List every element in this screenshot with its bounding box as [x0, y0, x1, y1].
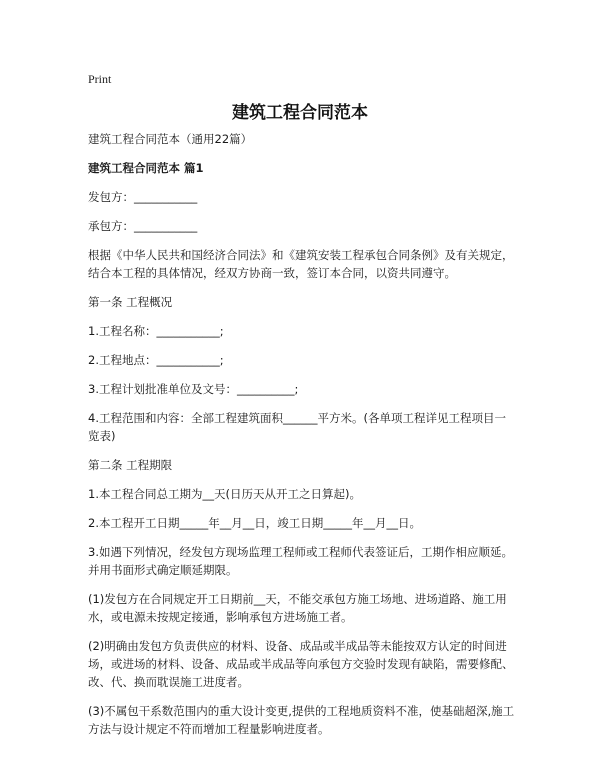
clause-3-paragraph: (3)不属包干系数范围内的重大设计变更,提供的工程地质资料不准，使基础超深,施工方法与设计规定不符而增加工程量影响进度者。 [88, 704, 515, 736]
document-title: 建筑工程合同范本 [232, 103, 368, 123]
print-label: Print [88, 72, 112, 86]
party-b-line: 承包方：___________ [88, 219, 198, 233]
document-body [88, 130, 516, 749]
project-name-line: 1.工程名称：___________; [88, 324, 224, 338]
clause-2-paragraph: (2)明确由发包方负责供应的材料、设备、成品或半成品等未能按双方认定的时间进场，或进场的材料、设备、成品或半成品等向承包方交验时发现有缺陷，需要修配、改、代、换而耽误施工进度者。 [88, 639, 514, 689]
preamble-paragraph: 根据《中华人民共和国经济合同法》和《建筑安装工程承包合同条例》及有关规定，结合本工程的具体情况，经双方协商一致，签订本合同，以资共同遵守。 [88, 248, 514, 280]
document-subtitle: 建筑工程合同范本（通用22篇） [88, 132, 253, 146]
project-location-line: 2.工程地点：___________; [88, 353, 224, 367]
approval-line: 3.工程计划批准单位及文号：__________; [88, 382, 299, 396]
extension-paragraph: 3.如遇下列情况，经发包方现场监理工程师或工程师代表签证后，工期作相应顺延。并用书面形式确定顺延期限。 [88, 545, 513, 577]
article-1-heading: 第一条 工程概况 [88, 295, 173, 309]
article-2-heading: 第二条 工程期限 [88, 458, 173, 472]
party-a-line: 发包方：___________ [88, 190, 198, 204]
clause-1-paragraph: (1)发包方在合同规定开工日期前__天，不能交承包方施工场地、进场道路、施工用水，或电源未按规定接通，影响承包方进场施工者。 [88, 592, 507, 624]
duration-line: 1.本工程合同总工期为__天(日历天从开工之日算起)。 [88, 487, 361, 501]
scope-paragraph: 4.工程范围和内容：全部工程建筑面积______平方米。(各单项工程详见工程项目一览表) [88, 411, 506, 443]
section-heading: 建筑工程合同范本 篇1 [88, 161, 204, 175]
dates-line: 2.本工程开工日期_____年__月__日，竣工日期_____年__月__日。 [88, 516, 421, 530]
